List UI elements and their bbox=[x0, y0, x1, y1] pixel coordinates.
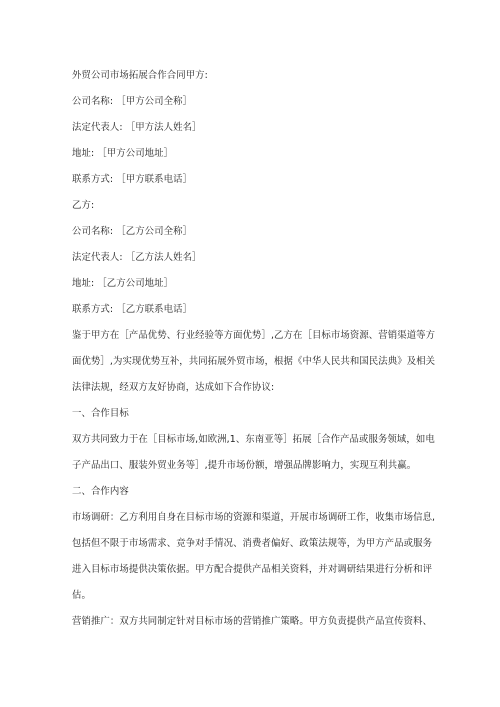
section-1-line-2: 子产品出口、服装外贸业务等］,提升市场份额，增强品牌影响力，实现互利共赢。 bbox=[72, 460, 417, 471]
party-b-heading: 乙方: bbox=[72, 200, 95, 211]
contract-title: 外贸公司市场拓展合作合同甲方: bbox=[72, 70, 208, 81]
market-research-line-4: 估。 bbox=[72, 590, 91, 601]
party-a-address: 地址: ［甲方公司地址］ bbox=[72, 148, 174, 159]
preamble-line-2: 面优势］,为实现优势互补，共同拓展外贸市场，根据《中华人民共和国民法典》及相关 bbox=[72, 356, 436, 367]
section-1-line-1: 双方共同致力于在［目标市场,如欧洲,1、东南亚等］拓展［合作产品或服务领域，如电 bbox=[72, 434, 435, 445]
party-b-contact: 联系方式: ［乙方联系电话］ bbox=[72, 304, 193, 315]
marketing-line-1: 营销推广：双方共同制定针对目标市场的营销推广策略。甲方负责提供产品宣传资料、 bbox=[72, 616, 433, 627]
party-b-legal-rep: 法定代表人: ［乙方法人姓名］ bbox=[72, 252, 202, 263]
preamble-line-1: 鉴于甲方在［产品优势、行业经验等方面优势］,乙方在［目标市场资源、营销渠道等方 bbox=[72, 330, 436, 341]
preamble-line-3: 法律法规，经双方友好协商，达成如下合作协议: bbox=[72, 382, 275, 393]
section-1-heading: 一、合作目标 bbox=[72, 408, 129, 419]
market-research-line-2: 包括但不限于市场需求、竞争对手情况、消费者偏好、政策法规等，为甲方产品或服务 bbox=[72, 538, 433, 549]
market-research-line-3: 进入目标市场提供决策依据。甲方配合提供产品相关资料，并对调研结果进行分析和评 bbox=[72, 564, 433, 575]
party-a-company-name: 公司名称: ［甲方公司全称］ bbox=[72, 96, 193, 107]
party-b-company-name: 公司名称: ［乙方公司全称］ bbox=[72, 226, 193, 237]
party-a-legal-rep: 法定代表人: ［甲方法人姓名］ bbox=[72, 122, 202, 133]
party-b-address: 地址: ［乙方公司地址］ bbox=[72, 278, 174, 289]
party-a-contact: 联系方式: ［甲方联系电话］ bbox=[72, 174, 193, 185]
section-2-heading: 二、合作内容 bbox=[72, 486, 129, 497]
market-research-line-1: 市场调研：乙方利用自身在目标市场的资源和渠道，开展市场调研工作，收集市场信息, bbox=[72, 512, 436, 523]
